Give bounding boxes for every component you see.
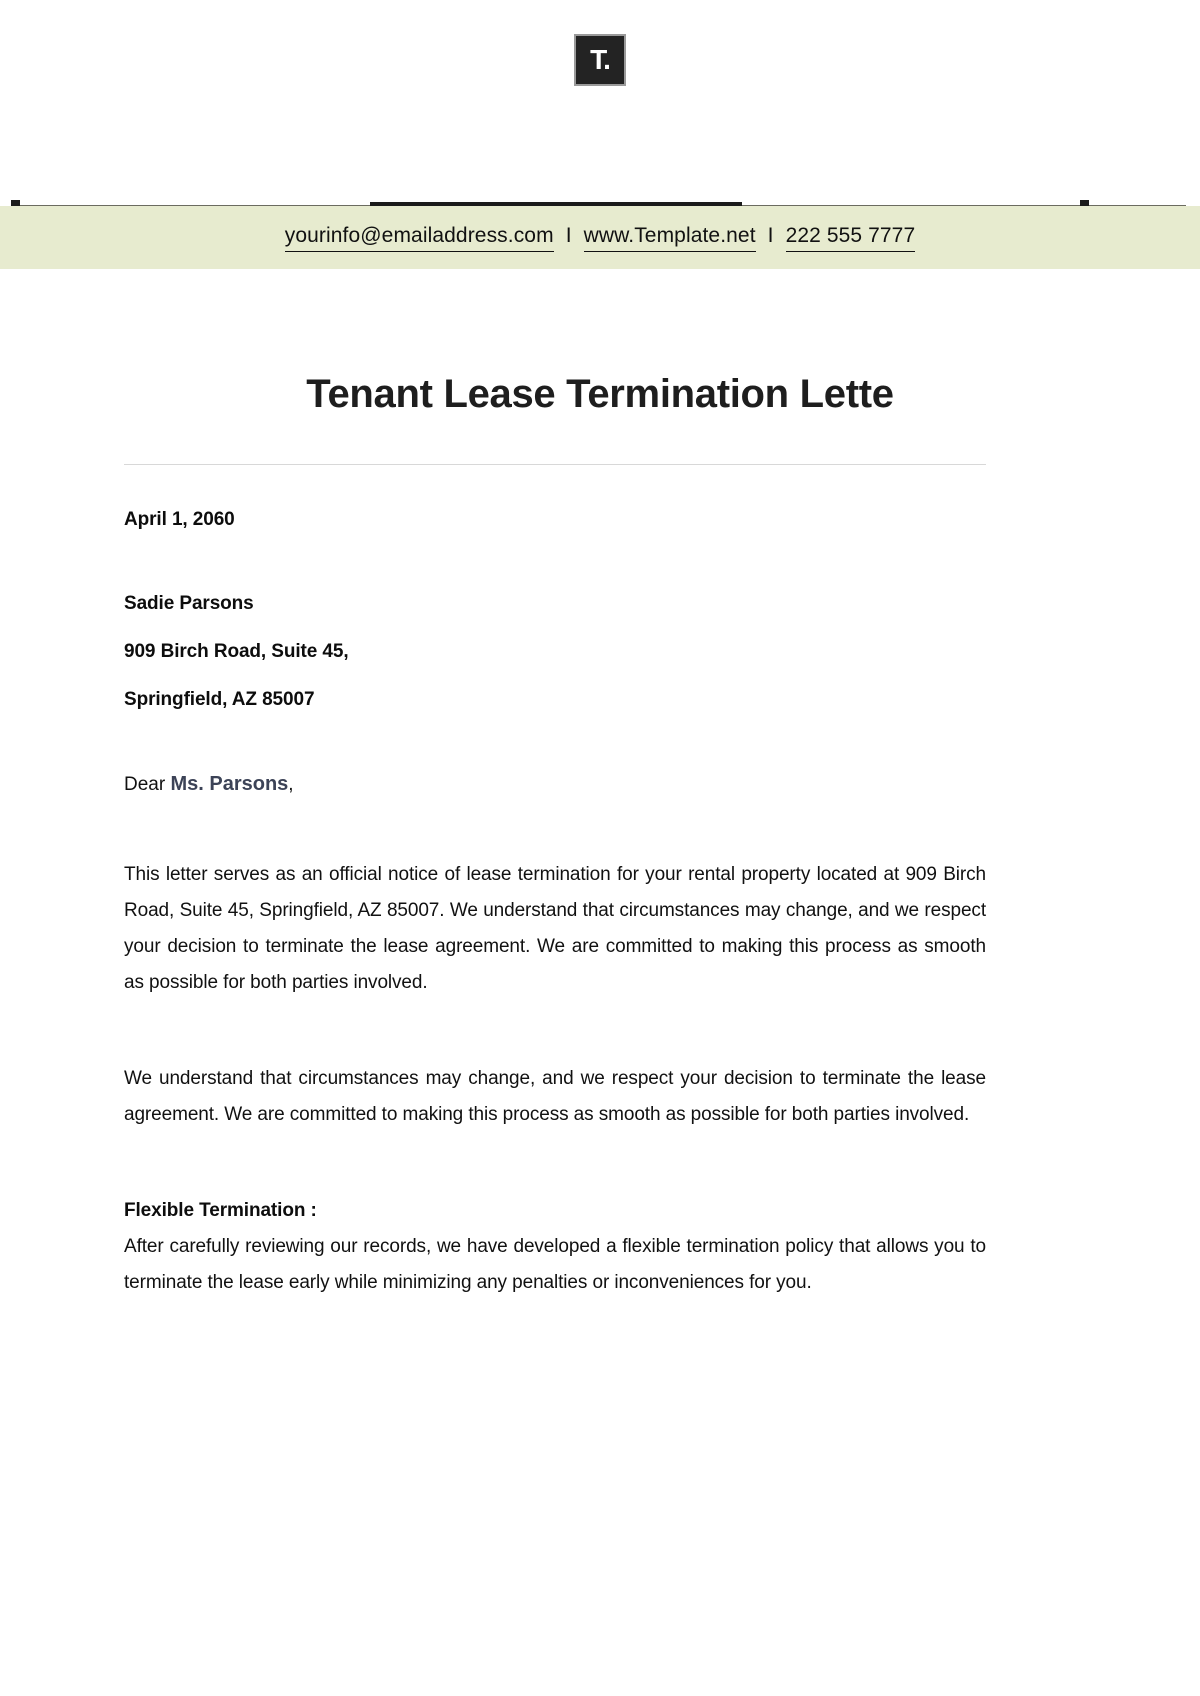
page-title: Tenant Lease Termination Lette	[306, 372, 894, 416]
spacer-after-date	[124, 532, 986, 592]
letter-date: April 1, 2060	[124, 509, 235, 530]
paragraph-2: We understand that circumstances may change, and we respect your decision to terminate the lease agreement. We are committed to making this process as smooth as possible for both parties involved.	[124, 1068, 986, 1125]
contact-phone[interactable]: 222 555 7777	[786, 223, 916, 252]
contact-band	[0, 206, 1200, 269]
contact-website[interactable]: www.Template.net	[584, 223, 756, 252]
spacer-recipient-2	[124, 664, 986, 688]
logo-glyph: T.	[590, 44, 610, 75]
contact-email[interactable]: yourinfo@emailaddress.com	[285, 223, 554, 252]
template-logo-icon[interactable]	[574, 34, 626, 86]
section-heading-flexible-termination: Flexible Termination :	[124, 1200, 317, 1221]
salutation-suffix: ,	[288, 774, 294, 795]
contact-separator-2: I	[767, 224, 774, 247]
letter-body	[124, 508, 986, 1301]
title-divider	[124, 464, 986, 465]
spacer-before-salutation	[124, 712, 986, 772]
spacer-before-paragraph-1	[124, 797, 986, 857]
section-text-flexible-termination: After carefully reviewing our records, we have developed a flexible termination policy that allows you to terminate the lease early while minimizing any penalties or inconveniences for you.	[124, 1236, 986, 1293]
spacer-recipient-1	[124, 616, 986, 640]
salutation-name: Ms. Parsons	[170, 773, 289, 795]
recipient-address-line-1: 909 Birch Road, Suite 45,	[124, 641, 349, 662]
logo-area	[0, 0, 1200, 120]
contact-line	[285, 223, 916, 252]
salutation-prefix: Dear	[124, 774, 171, 795]
salutation	[124, 772, 986, 797]
spacer-before-section	[124, 1133, 986, 1193]
contact-separator-1: I	[565, 224, 572, 247]
spacer-between-paragraphs	[124, 1001, 986, 1061]
paragraph-1: This letter serves as an official notice of lease termination for your rental property located at 909 Birch Road, Suite 45, Springfield, AZ 85007. We understand that circumstances may change, and we respect your decision to terminate the lease agreement. We are committed to making this process as smooth as possible for both parties involved.	[124, 864, 986, 993]
recipient-address-line-2: Springfield, AZ 85007	[124, 689, 315, 710]
recipient-name: Sadie Parsons	[124, 593, 254, 614]
